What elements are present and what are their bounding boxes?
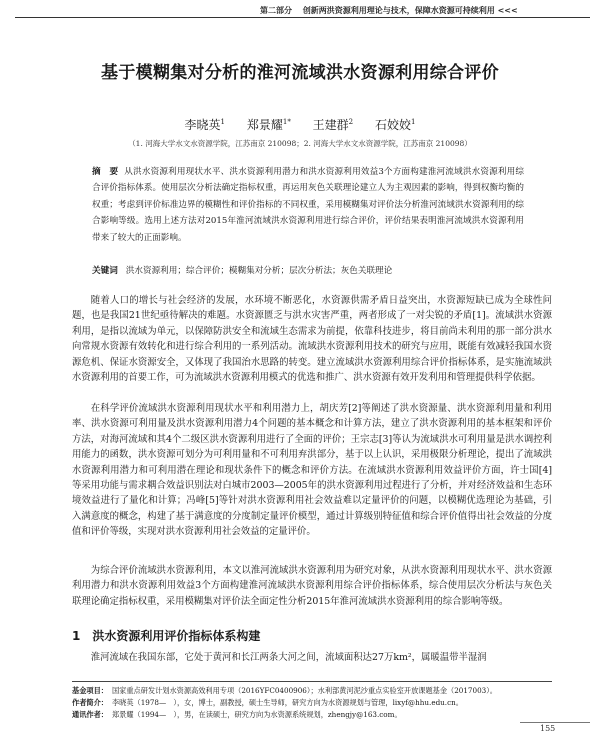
running-head-chevrons: <<<	[497, 6, 518, 15]
section-number: 1	[72, 629, 81, 643]
section-heading	[72, 627, 260, 644]
footnote-funding: 基金项目： 国家重点研发计划水资源高效利用专项（2016YFC0400906）；水利部黄河泥沙重点实验室开放课题基金（2017003）。	[72, 686, 497, 695]
body-paragraph: 随着人口的增长与社会经济的发展，水环境不断恶化，水资源供需矛盾日益突出，水资源短缺已成为全球性问题，也是我国21世纪亟待解决的难题。水资源匮乏与洪水灾害严重，两者形成了一对尖锐的矛盾[1]。流域洪水资源利用，是指以流域为单元，以保障防洪安全和流域生态需求为前提，依靠科技进步，将目前尚未利用的那一部分洪水向常规水资源有效转化和进行综合利用的一系列活动。流域洪水资源利用技术的研究与应用，既能有效减轻我国水资源危机、保证水资源安全，又体现了我国治水思路的转变。建立流域洪水资源利用综合评价指标体系，是实施流域洪水资源利用的首要工作，可为流域洪水资源利用模式的优选和推广、洪水资源有效开发利用和管理提供科学依据。	[72, 295, 552, 384]
keywords-label: 关键词	[92, 266, 118, 276]
abstract-text: 从洪水资源利用现状水平、洪水资源利用潜力和洪水资源利用效益3个方面构建淮河流域洪水资源利用综合评价指标体系。使用层次分析法确定指标权重，再运用灰色关联理论建立人为主观因素的影响，得到权衡均衡的权重；考虑到评价标准边界的模糊性和评价指标的不同权重，采用模糊集对评价法分析淮河流域洪水资源利用的综合影响等级。选用上述方法对2015年淮河流域洪水资源利用进行综合评价，评价结果表明淮河流域洪水资源利用带来了较大的正面影响。	[92, 167, 524, 243]
running-head	[260, 5, 595, 16]
page-number-rule	[520, 722, 590, 723]
running-head-topic: 创新两洪资源利用理论与技术，保障水资源可持续利用	[302, 6, 495, 15]
footnote-rule	[72, 681, 552, 682]
body-paragraph: 为综合评价流域洪水资源利用，本文以淮河流域洪水资源利用为研究对象，从洪水资源利用现状水平、洪水资源利用潜力和洪水资源利用效益3个方面构建淮河流域洪水资源利用综合评价指标体系，综合使用层次分析法与灰色关联理论确定指标权重，采用模糊集对评价法全面定性分析2015年淮河流域洪水资源利用的综合影响等级。	[72, 565, 552, 607]
abstract	[92, 164, 524, 246]
keywords-text: 洪水资源利用；综合评价；模糊集对分析；层次分析法；灰色关联理论	[125, 266, 393, 276]
author-list	[0, 116, 600, 133]
footnote-author-bio: 作者简介： 李晓英（1978— ），女，博士，副教授，硕士生导师，研究方向为水资源规划与管理，lixyf@hhu.edu.cn。	[72, 698, 463, 707]
section-paragraph: 淮河流域在我国东部，它处于黄河和长江两条大河之间，流域面积达27万km²，属暖温带半湿润	[90, 652, 487, 663]
author: 郑景耀$^{1*}$	[246, 118, 291, 132]
author: 石姣姣$^1$	[374, 118, 416, 132]
footnote-corresponding-author: 通讯作者： 郑景耀（1994— ），男，在读硕士，研究方向为水资源系统规划，zhengjy@163.com。	[72, 710, 402, 719]
author: 王建群$^2$	[312, 118, 354, 132]
section-title: 洪水资源利用评价指标体系构建	[92, 629, 261, 643]
paper-title: 基于模糊集对分析的淮河流域洪水资源利用综合评价	[101, 63, 499, 83]
header-rule	[15, 17, 590, 18]
body-paragraph: 在科学评价流域洪水资源利用现状水平和利用潜力上，胡庆芳[2]等阐述了洪水资源量、洪水资源利用量和利用率、洪水资源可利用量及洪水资源利用潜力4个问题的基本概念和计算方法，建立了洪水资源利用的基本框架和评价方法，对海河流域和其4个二级区洪水资源利用进行了全面的评价；王宗志[3]等认为流域洪水可利用量是洪水调控利用能力的函数，洪水资源可划分为可利用量和不可利用弃洪部分，基于以上认识，采用极限分析理论，提出了流域洪水资源利用潜力和可利用潜在理论和现状条件下的概念和评价方法。在流域洪水资源利用效益评价方面，许士国[4]等采用功能与需求耦合效益识别法对白城市2003—2005年的洪水资源利用过程进行了分析，并对经济效益和生态环境效益进行了量化和计算；冯峰[5]等针对洪水资源利用社会效益难以定量评价的问题，以模糊优选理论为基础，引入满意度的概念，构建了基于满意度的分度制定量评价模型，通过计算级别特征值和综合评价值得出社会效益的分度值和评价等级，实现对洪水资源利用社会效益的定量评价。	[72, 403, 552, 538]
keywords	[92, 264, 524, 276]
running-head-part: 第二部分	[260, 6, 292, 15]
affiliations: （1. 河海大学水文水资源学院，江苏南京 210098；2. 河海大学水文水资源学院，江苏南京 210098）	[128, 139, 472, 148]
page-number: 155	[540, 724, 556, 733]
author: 李晓英$^1$	[184, 118, 226, 132]
abstract-label: 摘 要	[92, 167, 119, 177]
